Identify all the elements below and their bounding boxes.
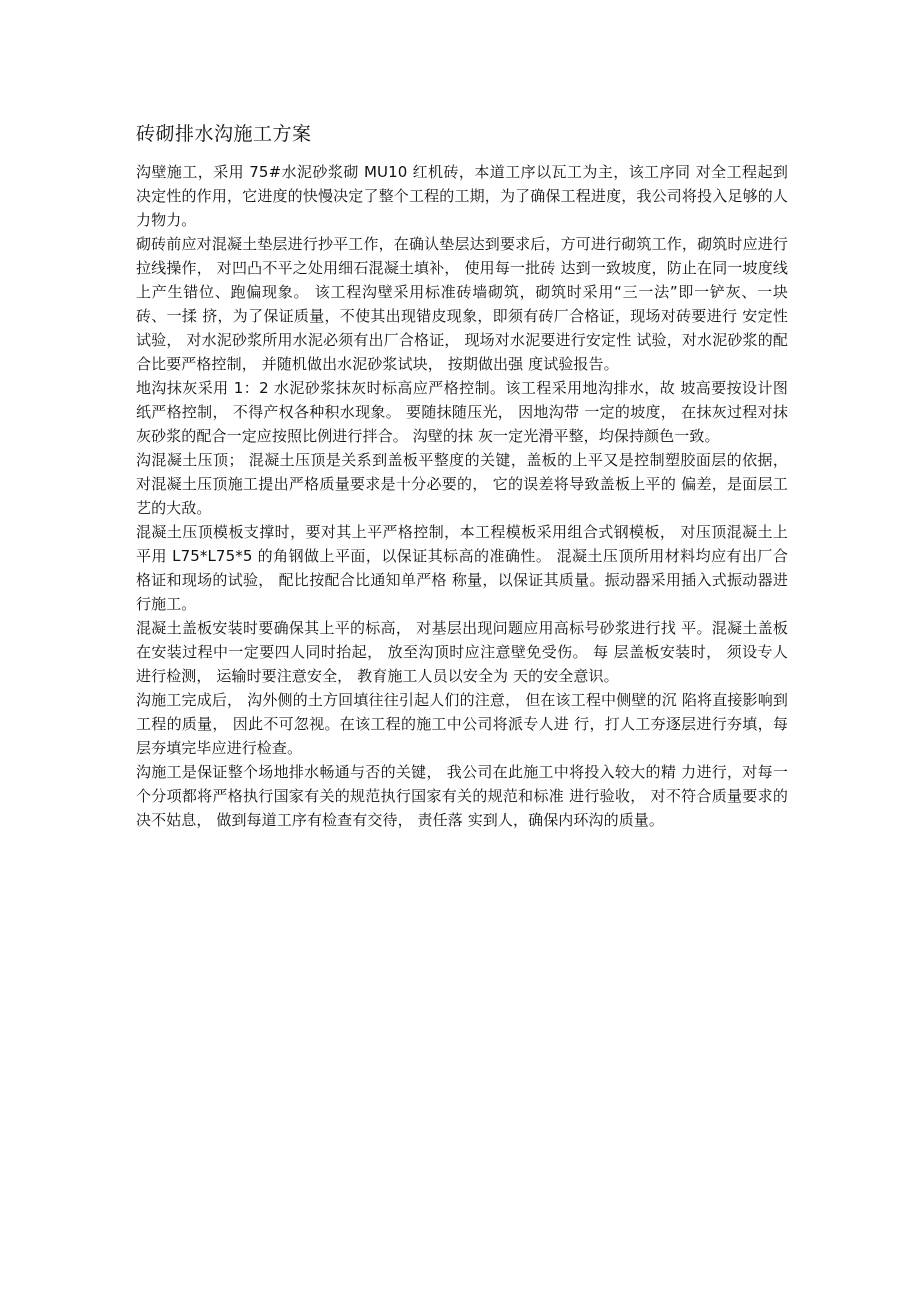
paragraph-formwork: 混凝土压顶模板支撑时，要对其上平严格控制，本工程模板采用组合式钢模板， 对压顶混凝土上平用 L75*L75*5 的角钢做上平面，以保证其标高的准确性。 混凝土压顶所用材料均应有出厂合格证和现场的试验， 配比按配合比通知单严格 称量，以保证其质量。振动器采用插入式振动器进行施工。: [136, 523, 788, 613]
paragraph-cover-plate-installation: 混凝土盖板安装时要确保其上平的标高， 对基层出现问题应用高标号砂浆进行找 平。混凝土盖板在安装过程中一定要四人同时抬起， 放至沟顶时应注意壁免受伤。 每 层盖板安装时， 须设专人进行检测， 运输时要注意安全， 教育施工人员以安全为 天的安全意识。: [136, 619, 788, 685]
paragraph-plastering: 地沟抹灰采用 1：2 水泥砂浆抹灰时标高应严格控制。该工程采用地沟排水，故 坡高要按设计图纸严格控制， 不得产权各种积水现象。 要随抹随压光， 因地沟带 一定的坡度， 在抹灰过程对抹灰砂浆的配合一定应按照比例进行拌合。 沟壁的抹 灰一定光滑平整，均保持颜色一致。: [136, 379, 788, 445]
document-body: [136, 160, 788, 832]
paragraph-concrete-coping: 沟混凝土压顶； 混凝土压顶是关系到盖板平整度的关键，盖板的上平又是控制塑胶面层的依据， 对混凝土压顶施工提出严格质量要求是十分必要的， 它的误差将导致盖板上平的 偏差，是面层工艺的大敌。: [136, 451, 788, 517]
paragraph-wall-construction: 沟壁施工，采用 75#水泥砂浆砌 MU10 红机砖，本道工序以瓦工为主，该工序同 对全工程起到决定性的作用，它进度的快慢决定了整个工程的工期，为了确保工程进度，我公司将投入足够的人力物力。: [136, 163, 788, 229]
paragraph-bricklaying: 砌砖前应对混凝土垫层进行抄平工作，在确认垫层达到要求后，方可进行砌筑工作，砌筑时应进行拉线操作， 对凹凸不平之处用细石混凝土填补， 使用每一批砖 达到一致坡度，防止在同一坡度线上产生错位、跑偏现象。 该工程沟壁采用标准砖墙砌筑，砌筑时采用“三一法”即一铲灰、一块砖、一揉 挤，为了保证质量，不使其出现错皮现象，即须有砖厂合格证，现场对砖要进行 安定性试验， 对水泥砂浆所用水泥必须有出厂合格证， 现场对水泥要进行安定性 试验，对水泥砂浆的配合比要严格控制， 并随机做出水泥砂浆试块， 按期做出强 度试验报告。: [136, 235, 788, 373]
document-title: 砖砌排水沟施工方案: [136, 123, 312, 145]
paragraph-backfill: 沟施工完成后， 沟外侧的土方回填往往引起人们的注意， 但在该工程中侧壁的沉 陷将直接影响到工程的质量， 因此不可忽视。在该工程的施工中公司将派专人进 行，打人工夯逐层进行夯填，每层夯填完毕应进行检查。: [136, 691, 788, 757]
paragraph-quality-assurance: 沟施工是保证整个场地排水畅通与否的关键， 我公司在此施工中将投入较大的精 力进行，对每一个分项都将严格执行国家有关的规范执行国家有关的规范和标准 进行验收， 对不符合质量要求的决不姑息， 做到每道工序有检查有交待， 责任落 实到人，确保内环沟的质量。: [136, 763, 788, 829]
